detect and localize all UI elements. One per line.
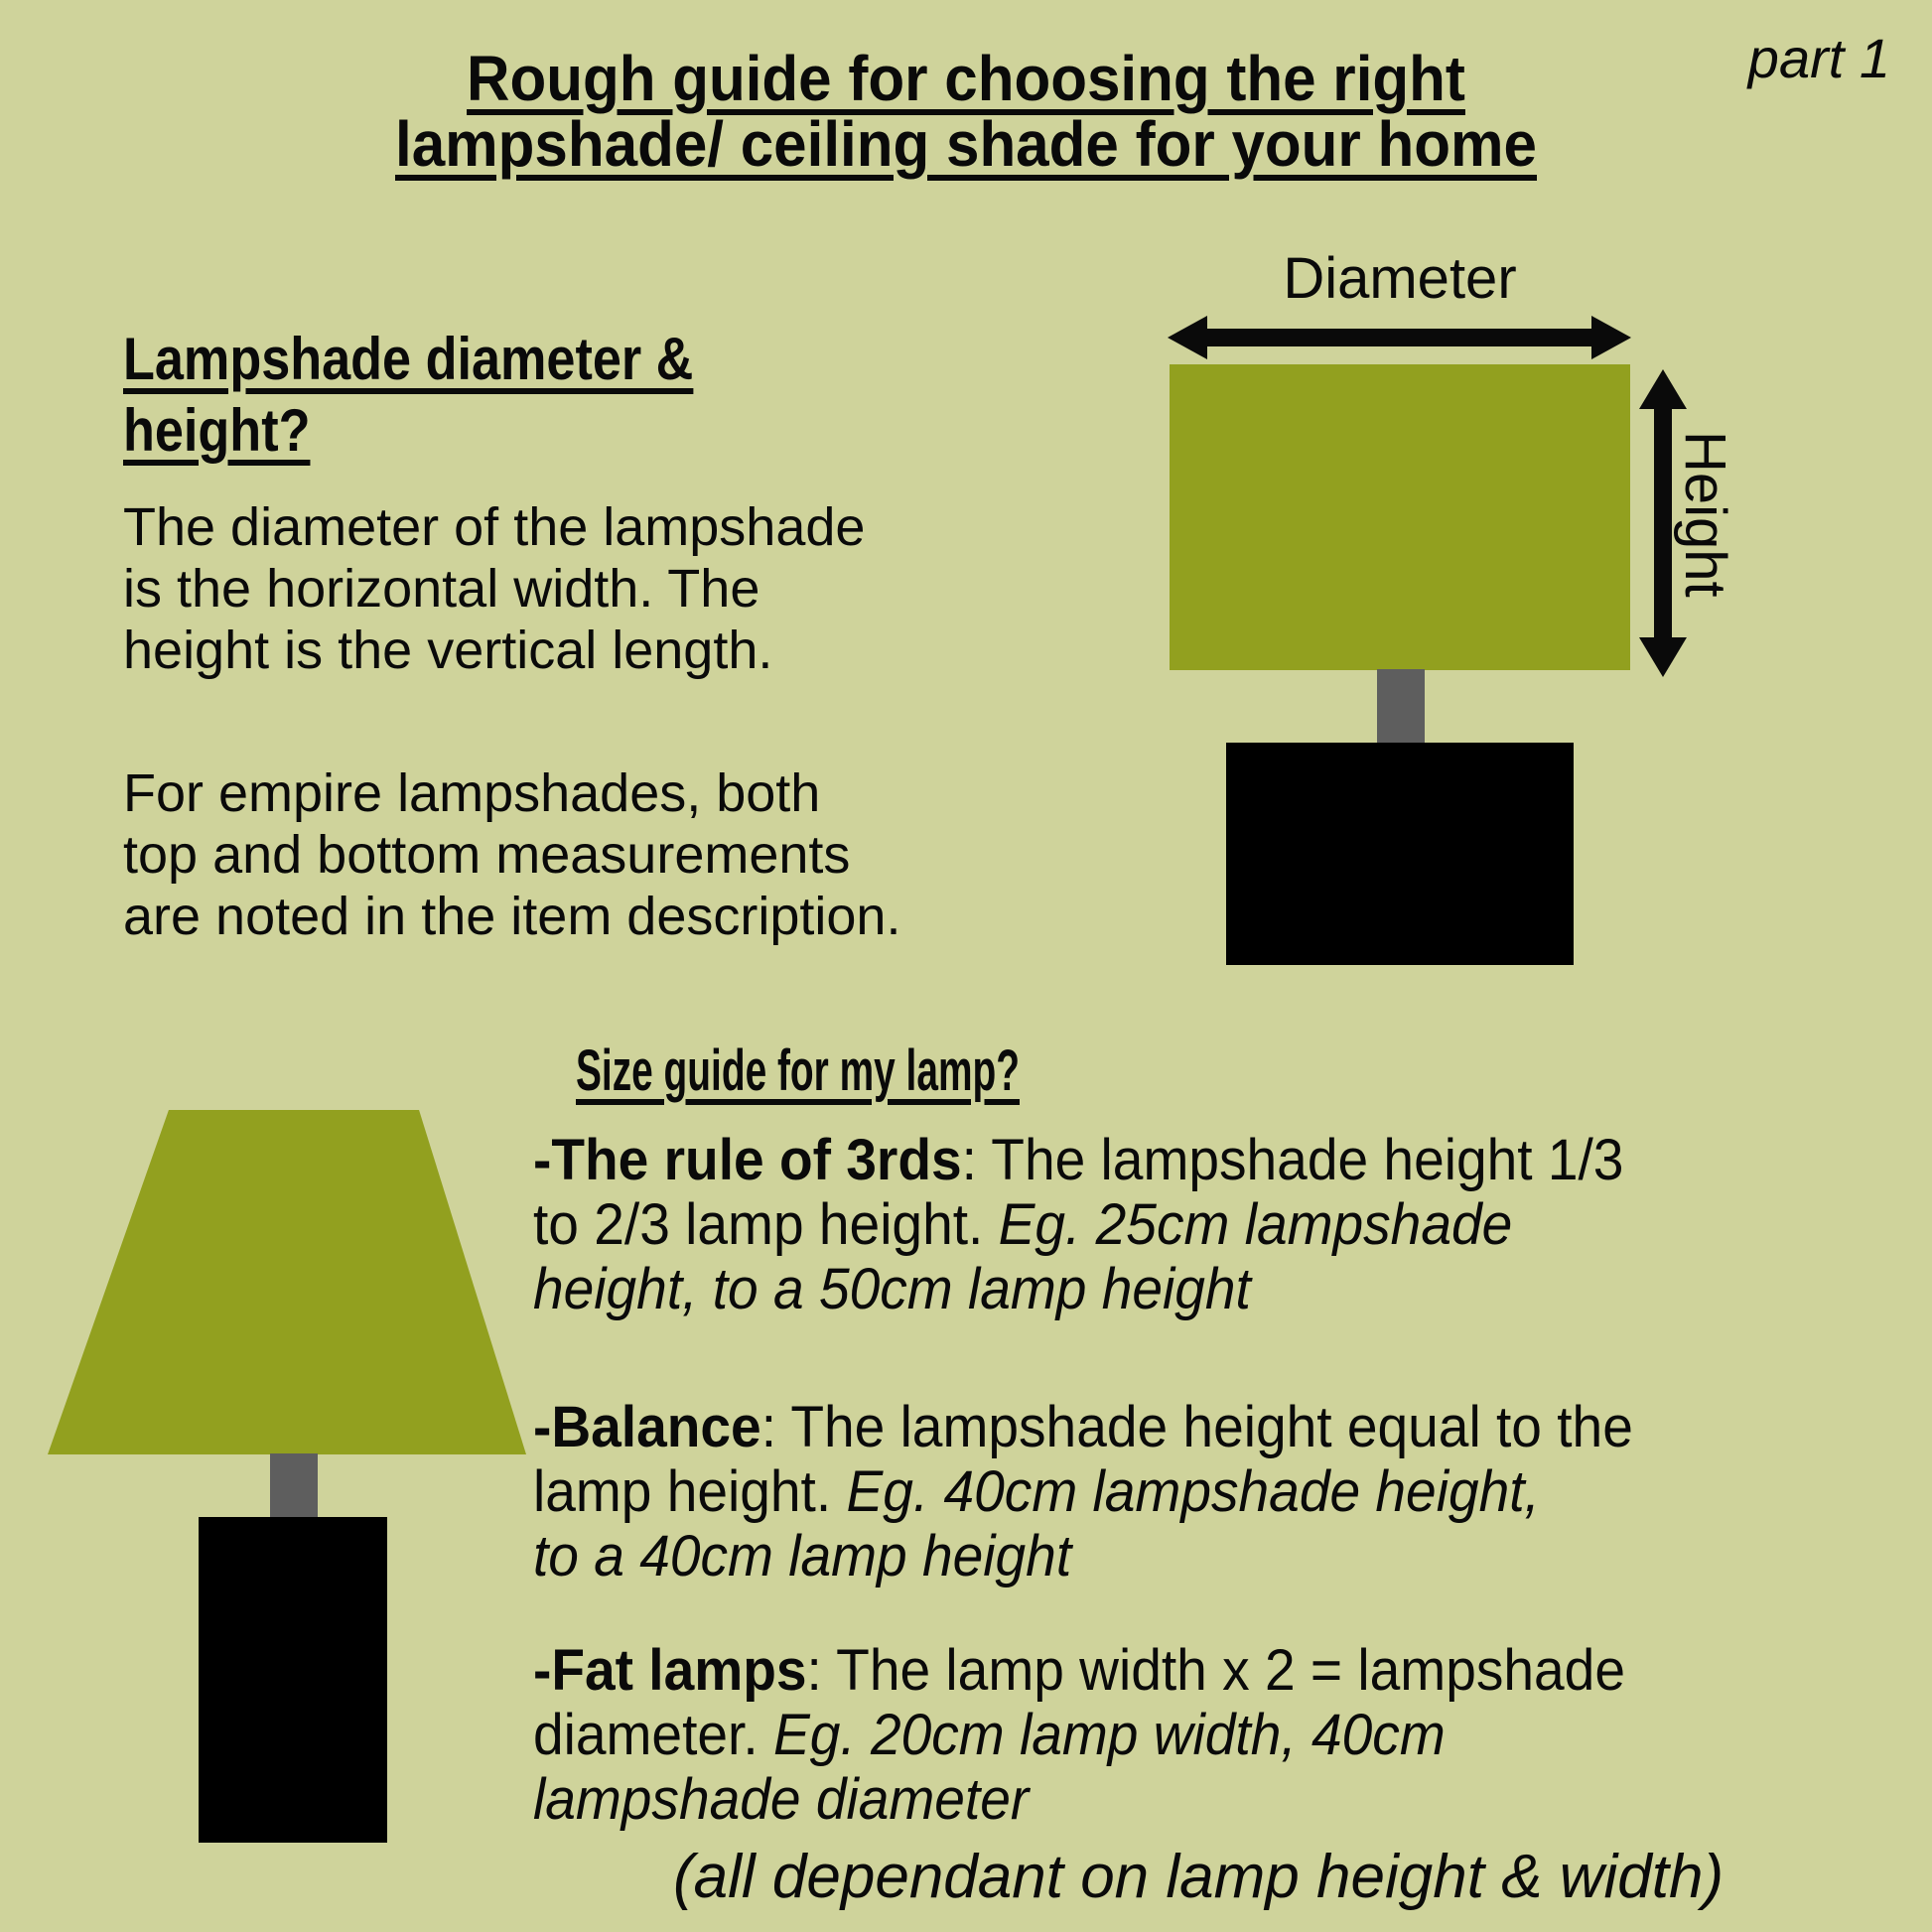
lamp-stem: [1377, 669, 1425, 744]
size-guide-heading: Size guide for my lamp?: [576, 1038, 1020, 1103]
rule-segment: -Fat lamps: [533, 1638, 807, 1703]
paragraph-line: is the horizontal width. The: [123, 559, 760, 619]
rule-line: [533, 1192, 1623, 1257]
lampshade-trapezoid: [48, 1110, 526, 1454]
rule-segment: diameter.: [533, 1703, 773, 1767]
diameter-label: Diameter: [1283, 246, 1517, 311]
rule-segment: -The rule of 3rds: [533, 1128, 962, 1192]
page-title-line-1: Rough guide for choosing the right: [467, 43, 1465, 114]
rule-segment: : The lampshade height equal to the: [760, 1395, 1633, 1459]
rule-segment: : The lamp width x 2 = lampshade: [806, 1638, 1625, 1703]
rule-segment: Eg. 20cm lamp width, 40cm: [772, 1703, 1446, 1767]
page-title-line-2: lampshade/ ceiling shade for your home: [394, 108, 1538, 180]
diameter-arrow-icon: [1168, 316, 1631, 359]
intro-heading-line-2: height?: [123, 397, 311, 464]
intro-heading-line-1: Lampshade diameter &: [123, 326, 694, 392]
rule-line: [533, 1395, 1633, 1459]
lamp-stem: [270, 1453, 318, 1518]
rule-line: [533, 1128, 1623, 1192]
lamp-base: [199, 1517, 387, 1843]
paragraph-line: For empire lampshades, both: [123, 763, 821, 823]
rule-segment: height, to a 50cm lamp height: [533, 1257, 1251, 1321]
rule-of-3rds-paragraph: [533, 1128, 1623, 1321]
rule-segment: Eg. 25cm lampshade: [998, 1192, 1513, 1257]
height-label: Height: [1673, 431, 1737, 598]
rule-line: [533, 1524, 1633, 1588]
rule-line: [533, 1459, 1633, 1524]
rule-line: [533, 1703, 1625, 1767]
paragraph-line: are noted in the item description.: [123, 887, 901, 946]
intro-paragraph-2: [123, 762, 900, 947]
paragraph-line: The diameter of the lampshade: [123, 497, 866, 557]
rule-segment: Eg. 40cm lampshade height,: [846, 1459, 1540, 1524]
page-title: [0, 43, 1932, 180]
paragraph-line: height is the vertical length.: [123, 621, 773, 680]
rule-segment: -Balance: [533, 1395, 761, 1459]
footnote: (all dependant on lamp height & width): [673, 1843, 1725, 1911]
rule-line: [533, 1767, 1625, 1832]
rule-line: [533, 1638, 1625, 1703]
rule-line: [533, 1257, 1623, 1321]
paragraph-line: top and bottom measurements: [123, 825, 851, 885]
rule-segment: to 2/3 lamp height.: [533, 1192, 999, 1257]
fat-lamps-paragraph: [533, 1638, 1625, 1832]
rule-segment: lamp height.: [533, 1459, 847, 1524]
rule-segment: lampshade diameter: [533, 1767, 1030, 1832]
lampshade-rectangle: [1170, 364, 1630, 670]
rule-segment: : The lampshade height 1/3: [961, 1128, 1624, 1192]
intro-paragraph-1: [123, 496, 865, 681]
rule-segment: to a 40cm lamp height: [533, 1524, 1072, 1588]
part-label: part 1: [1747, 27, 1890, 89]
lamp-base: [1226, 743, 1574, 965]
balance-paragraph: [533, 1395, 1633, 1588]
intro-heading: [123, 324, 778, 467]
